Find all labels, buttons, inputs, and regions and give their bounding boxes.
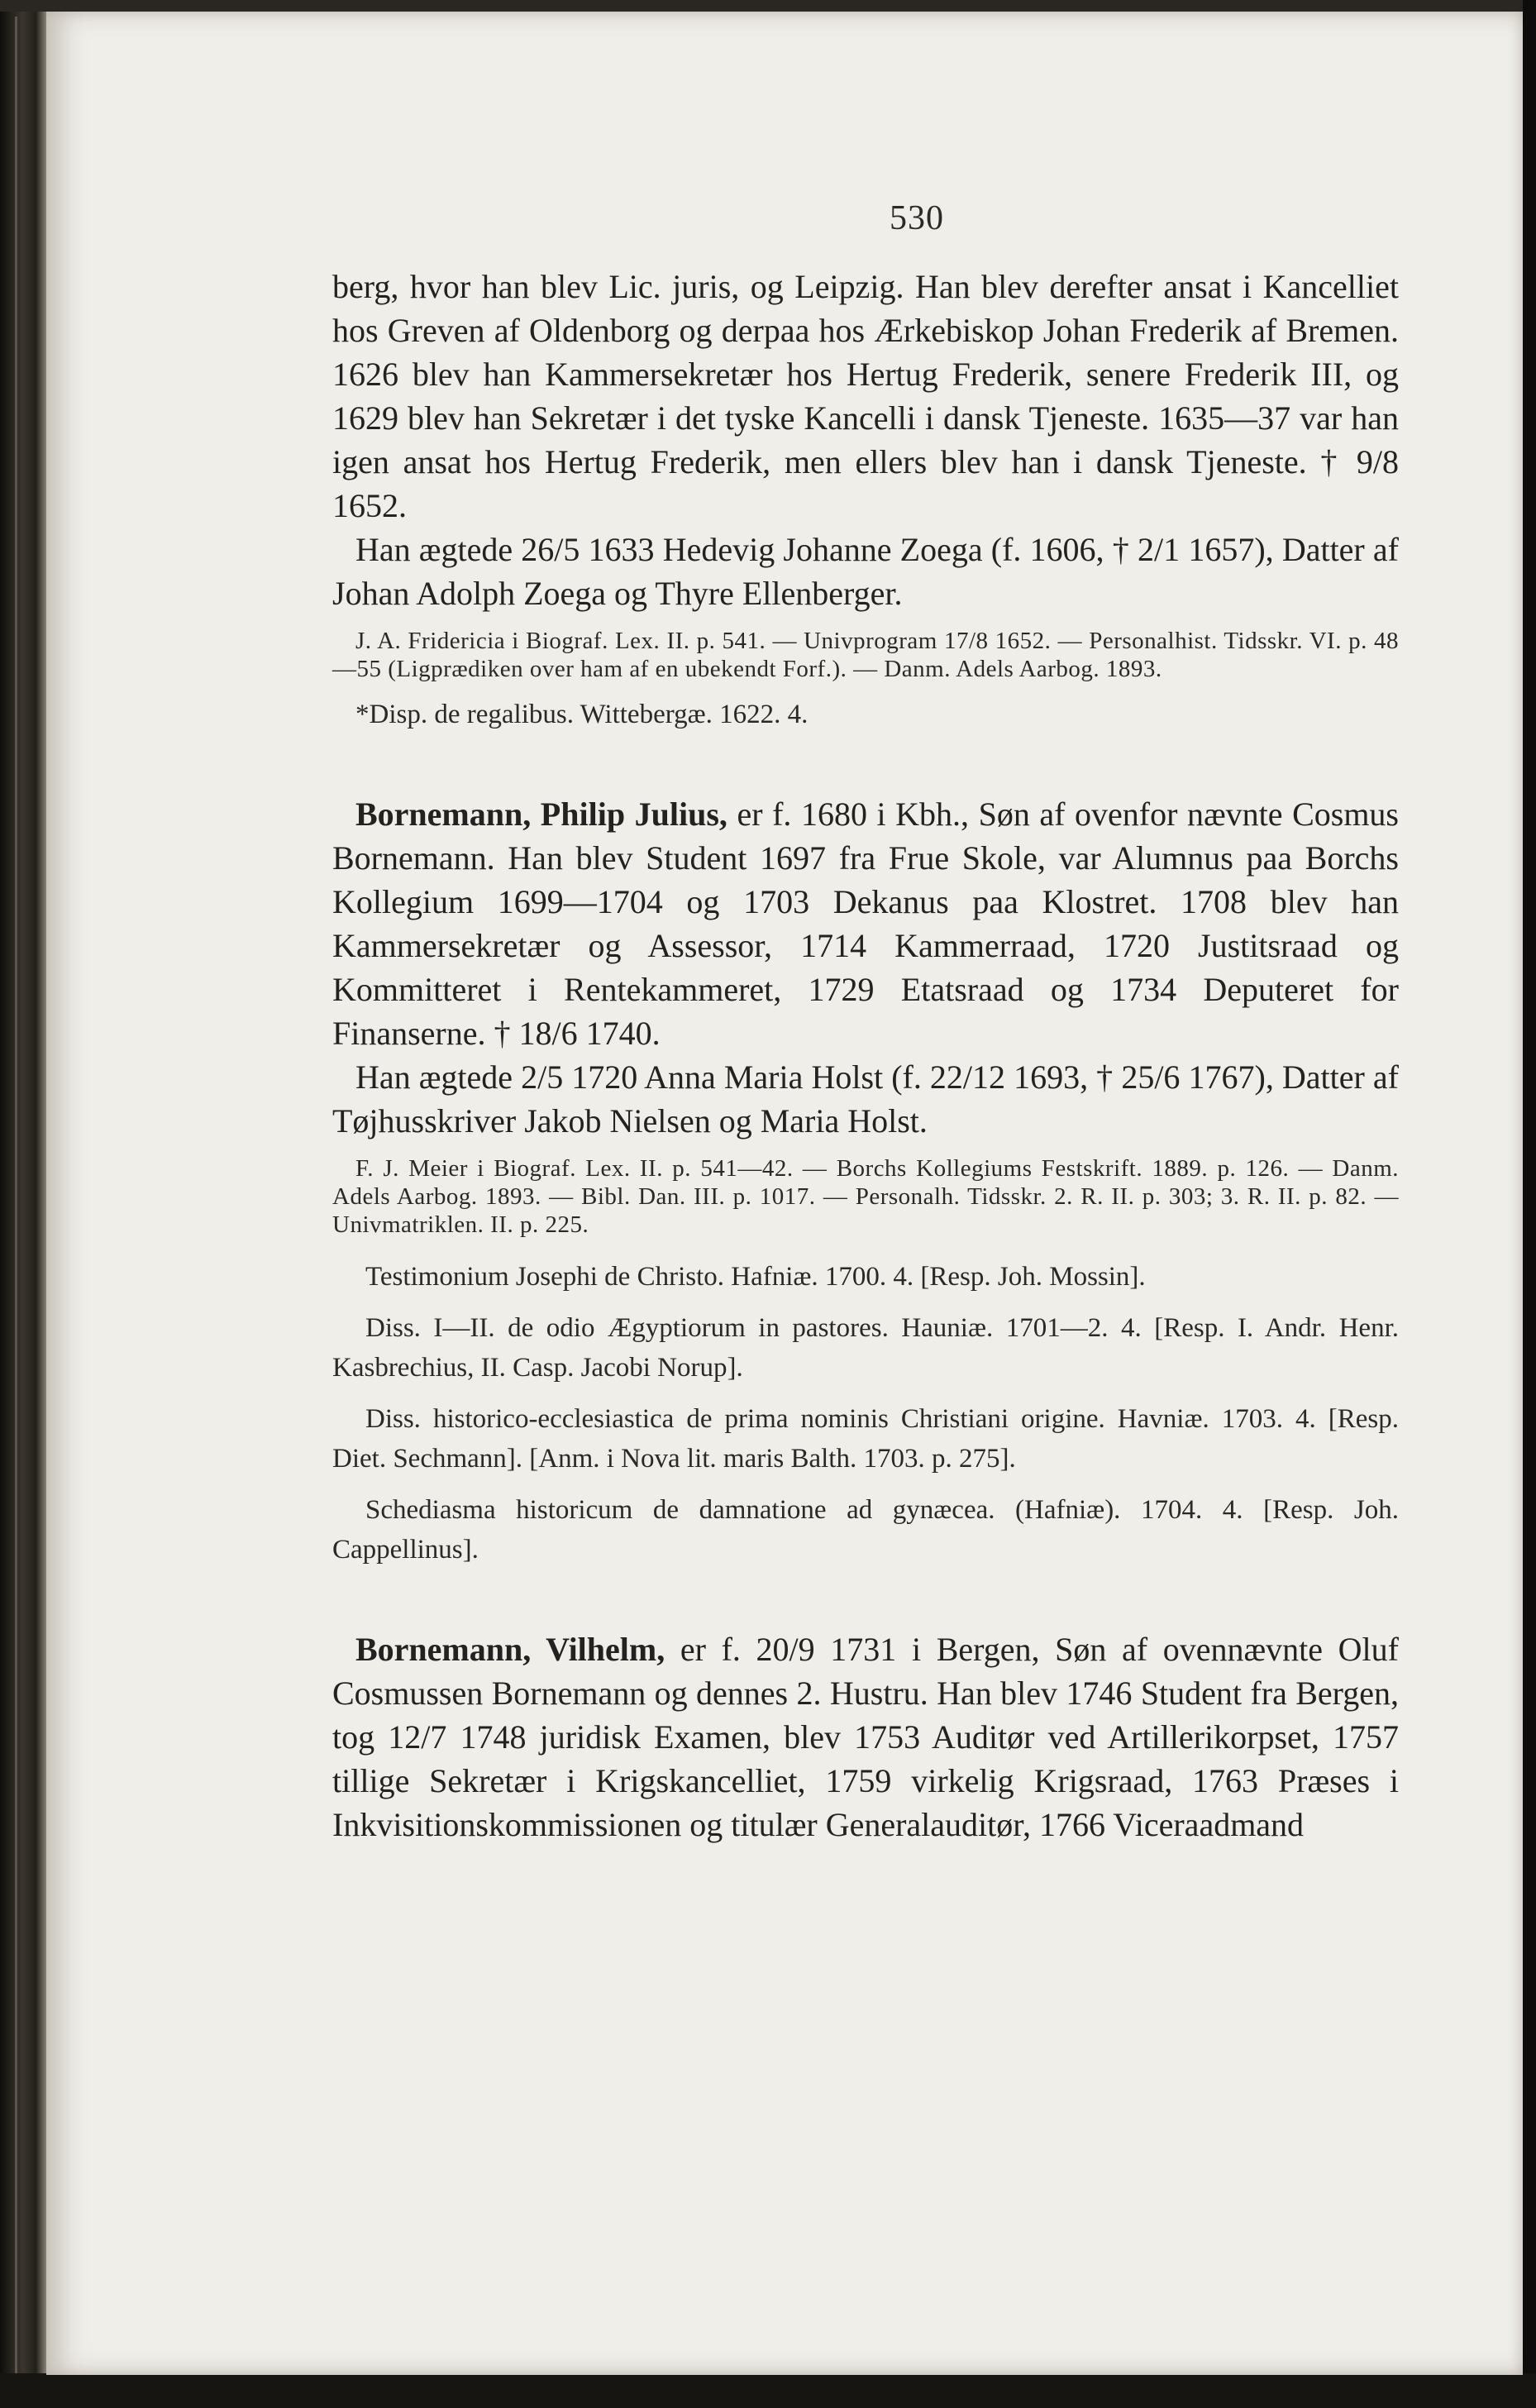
bottom-edge (0, 2373, 1536, 2408)
entry2-references: F. J. Meier i Biograf. Lex. II. p. 541—42. — Borchs Kollegiums Festskrift. 1889. p. 126. — Danm. Adels Aarbog. 1893. — Bibl. Dan. III. p. 1017. — Personalh. Tidsskr. 2. R. II. p. 303; 3. R. II. p. 82. — Univmatriklen. II. p. 225. (332, 1155, 1399, 1238)
entry3-name: Bornemann, Vilhelm, (355, 1631, 665, 1668)
entry2-marriage: Han ægtede 2/5 1720 Anna Maria Holst (f. 22/12 1693, † 25/6 1767), Datter af Tøjhusskriver Jakob Nielsen og Maria Holst. (332, 1058, 1399, 1140)
entry1-references: J. A. Fridericia i Biograf. Lex. II. p. 541. — Univprogram 17/8 1652. — Personalhist. Tidsskr. VI. p. 48—55 (Ligprædiken over ham af en ubekendt Forf.). — Danm. Adels Aarbog. 1893. (332, 628, 1399, 682)
entry3-paragraph (332, 1627, 1399, 1847)
entry2-paragraph (332, 792, 1399, 1055)
page-text (332, 265, 1399, 1847)
entry1-work: *Disp. de regalibus. Wittebergæ. 1622. 4. (355, 700, 809, 729)
entry2-name: Bornemann, Philip Julius, (355, 796, 727, 833)
entry3-text: er f. 20/9 1731 i Bergen, Søn af ovennævnte Oluf Cosmussen Bornemann og dennes 2. Hustru. Han blev 1746 Student fra Bergen, tog 12/7 1748 juridisk Examen, blev 1753 Auditør ved Artillerikorpset, 1757 tillige Sekretær i Krigskancelliet, 1759 virkelig Krigsraad, 1763 Præses i Inkvisitionskommissionen og titulær Generalauditør, 1766 Viceraadmand (332, 1631, 1399, 1843)
entry2-work: Testimonium Josephi de Christo. Hafniæ. 1700. 4. [Resp. Joh. Mossin]. (365, 1262, 1146, 1292)
entry2-text: er f. 1680 i Kbh., Søn af ovenfor nævnte Cosmus Bornemann. Han blev Student 1697 fra Frue Skole, var Alumnus paa Borchs Kollegium 1699—1704 og 1703 Dekanus paa Klostret. 1708 blev han Kammersekretær og Assessor, 1714 Kammerraad, 1720 Justitsraad og Kommitteret i Rentekammeret, 1729 Etatsraad og 1734 Deputeret for Finanserne. † 18/6 1740. (332, 796, 1399, 1052)
binding-edge-line (15, 17, 17, 2390)
entry2-work: Diss. I—II. de odio Ægyptiorum in pastores. Hauniæ. 1701—2. 4. [Resp. I. Andr. Henr. Kasbrechius, II. Casp. Jacobi Norup]. (332, 1313, 1399, 1383)
top-edge (0, 0, 1536, 12)
entry2-work: Schediasma historicum de damnatione ad gynæcea. (Hafniæ). 1704. 4. [Resp. Joh. Cappellinus]. (332, 1495, 1399, 1565)
page-number: 530 (890, 199, 944, 237)
book-binding (0, 0, 51, 2408)
right-edge (1523, 0, 1536, 2408)
entry1-paragraph: berg, hvor han blev Lic. juris, og Leipzig. Han blev derefter ansat i Kancelliet hos Greven af Oldenborg og derpaa hos Ærkebiskop Johan Frederik af Bremen. 1626 blev han Kammersekretær hos Hertug Frederik, senere Frederik III, og 1629 blev han Sekretær i det tyske Kancelli i dansk Tjeneste. 1635—37 var han igen ansat hos Hertug Frederik, men ellers blev han i dansk Tjeneste. † 9/8 1652. (332, 268, 1399, 524)
entry1-marriage: Han ægtede 26/5 1633 Hedevig Johanne Zoega (f. 1606, † 2/1 1657), Datter af Johan Adolph Zoega og Thyre Ellenberger. (332, 531, 1399, 612)
entry2-work: Diss. historico-ecclesiastica de prima nominis Christiani origine. Havniæ. 1703. 4. [Resp. Diet. Sechmann]. [Anm. i Nova lit. maris Balth. 1703. p. 275]. (332, 1404, 1399, 1474)
